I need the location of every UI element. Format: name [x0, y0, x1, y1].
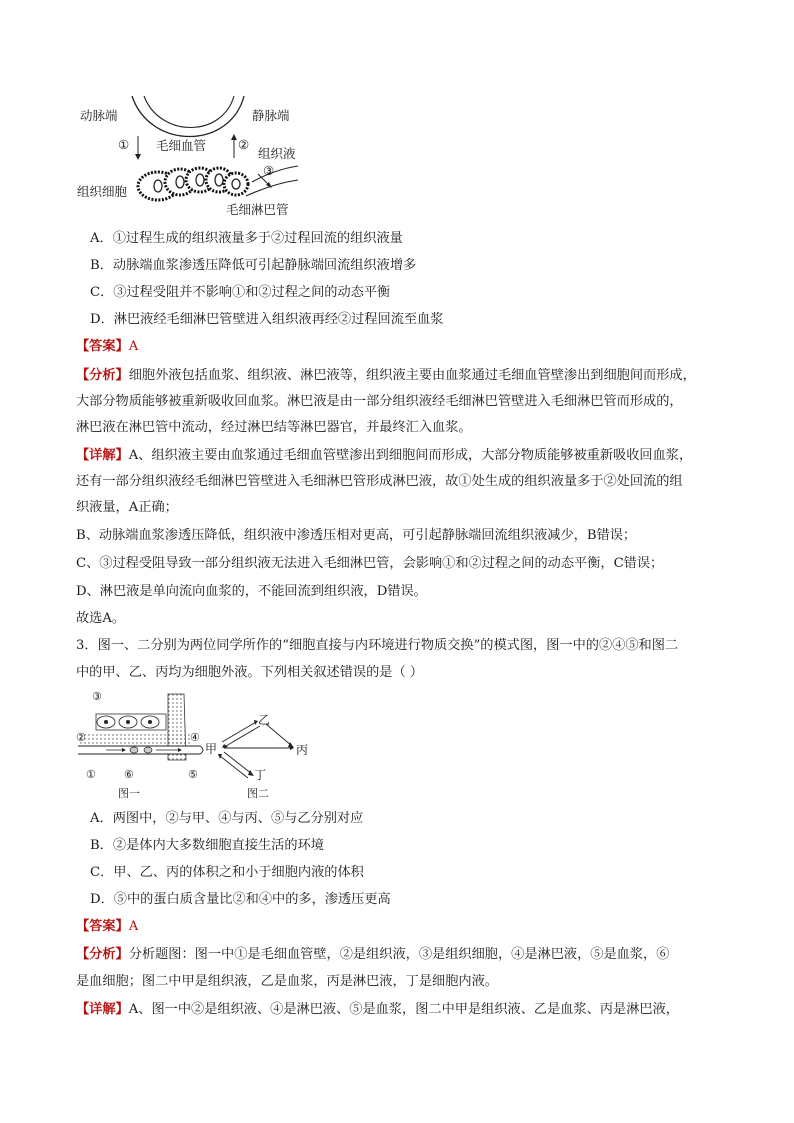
- fig1-mark-3: ③: [92, 690, 102, 703]
- q2-detail-b: B、动脉端血浆渗透压降低，组织液中渗透压相对更高，可引起静脉端回流组织液减少，B错误；: [76, 528, 637, 543]
- q3-option-d: D．⑤中的蛋白质含量比②和④中的多，渗透压更高: [90, 892, 391, 907]
- q3-analysis-text1: 分析题图：图一中①是毛细血管壁，②是组织液，③是组织细胞，④是淋巴液，⑤是血浆，⑥: [128, 947, 670, 962]
- q2-option-c: C．③过程受阻并不影响①和②过程之间的动态平衡: [90, 285, 391, 300]
- q3-answer-value: A: [128, 919, 139, 934]
- q2-detail-line1: [76, 446, 692, 466]
- node-ding: 丁: [254, 768, 267, 782]
- node-jia: 甲: [205, 742, 218, 756]
- fig1-mark-4: ④: [190, 731, 200, 744]
- q3-detail-tag: 【详解】: [76, 1002, 129, 1017]
- mark-1: ①: [118, 137, 130, 152]
- lymph-capillary-upper: [252, 166, 298, 182]
- q3-option-c: C．甲、乙、丙的体积之和小于细胞内液的体积: [90, 865, 364, 880]
- fig1-mark-5: ⑤: [188, 768, 198, 781]
- q3-detail-text1: A、图一中②是组织液、④是淋巴液、⑤是血浆，图二中甲是组织液、乙是血浆、丙是淋巴液，: [128, 1002, 679, 1017]
- q3-analysis-line1: [76, 945, 669, 965]
- q2-answer-tag: 【答案】: [76, 339, 129, 354]
- q3-detail-line1: [76, 1000, 679, 1020]
- q2-detail-line3: 织液量，A正确；: [76, 500, 178, 515]
- q2-detail-text1: A、组织液主要由血浆通过毛细血管壁渗出到细胞间而形成，大部分物质能够被重新吸收回血浆，: [128, 448, 693, 463]
- node-yi: 乙: [258, 713, 271, 727]
- q2-detail-c: C、③过程受阻导致一部分组织液无法进入毛细淋巴管，会影响①和②过程之间的动态平衡，C错误；: [76, 556, 664, 571]
- fig1-mark-1: ①: [86, 768, 96, 781]
- q2-option-b: B．动脉端血浆渗透压降低可引起静脉端回流组织液增多: [90, 258, 417, 273]
- q3-option-b: B．②是体内大多数细胞直接生活的环境: [90, 838, 324, 853]
- mark-2: ②: [238, 137, 250, 152]
- tissue-fluid-label: 组织液: [258, 146, 296, 161]
- q2-option-d: D．淋巴液经毛细淋巴管壁进入组织液再经②过程回流至血浆: [90, 312, 444, 327]
- node-bing: 丙: [296, 743, 309, 757]
- q3-analysis-tag: 【分析】: [76, 947, 129, 962]
- q2-analysis-line2: 大部分物质能够被重新吸收回血浆。淋巴液是由一部分组织液经毛细淋巴管壁进入毛细淋巴管而形成的，: [76, 394, 683, 409]
- tissue-fluid-area: [80, 732, 192, 744]
- tissue-cell-cluster: [138, 168, 248, 200]
- fig1-caption: 图一: [118, 787, 140, 800]
- capillary-outer-wall: [132, 96, 244, 137]
- fig1-mark-6: ⑥: [124, 768, 134, 781]
- fig2-caption: 图二: [247, 787, 269, 800]
- fig1-mark-2: ②: [76, 731, 86, 744]
- q3-stem-line2: 中的甲、乙、丙均为细胞外液。下列相关叙述错误的是（ ）: [76, 665, 424, 680]
- q2-option-a: A．①过程生成的组织液量多于②过程回流的组织液量: [90, 231, 403, 246]
- q3-answer-tag: 【答案】: [76, 919, 129, 934]
- q2-analysis-tag: 【分析】: [76, 368, 129, 383]
- q2-conclusion: 故选A。: [76, 611, 126, 626]
- q3-stem-line1: 3．图一、二分别为两位同学所作的“细胞直接与内环境进行物质交换”的模式图，图一中的②④⑤和图二: [76, 638, 679, 653]
- arterial-end-label: 动脉端: [80, 108, 118, 123]
- capillary-label: 毛细血管: [156, 138, 207, 153]
- q2-detail-tag: 【详解】: [76, 448, 129, 463]
- mark-3: ③: [263, 163, 275, 178]
- q2-detail-line2: 还有一部分组织液经毛细淋巴管壁进入毛细淋巴管形成淋巴液，故①处生成的组织液量多于②处回流的组: [76, 474, 683, 489]
- q3-analysis-line2: 是血细胞；图二中甲是组织液，乙是血浆，丙是淋巴液，丁是细胞内液。: [76, 974, 498, 989]
- q3-option-a: A．两图中，②与甲、④与丙、⑤与乙分别对应: [90, 811, 364, 826]
- q3-answer: [76, 917, 138, 937]
- tissue-cell-label: 组织细胞: [77, 184, 128, 199]
- blood-vessel: [78, 746, 203, 754]
- q2-detail-d: D、淋巴液是单向流向血浆的，不能回流到组织液，D错误。: [76, 584, 427, 599]
- lymph-capillary-label: 毛细淋巴管: [226, 202, 289, 217]
- capillary-inner-wall: [144, 96, 234, 128]
- q2-answer: [76, 337, 138, 357]
- q2-analysis-text1: 细胞外液包括血浆、组织液、淋巴液等，组织液主要由血浆通过毛细血管壁渗出到细胞间而形成，: [128, 368, 696, 383]
- venous-end-label: 静脉端: [252, 108, 290, 123]
- q2-analysis-line3: 淋巴液在淋巴管中流动，经过淋巴结等淋巴器官，并最终汇入血浆。: [76, 420, 472, 435]
- q2-answer-value: A: [128, 339, 139, 354]
- q2-analysis-line1: [76, 366, 696, 386]
